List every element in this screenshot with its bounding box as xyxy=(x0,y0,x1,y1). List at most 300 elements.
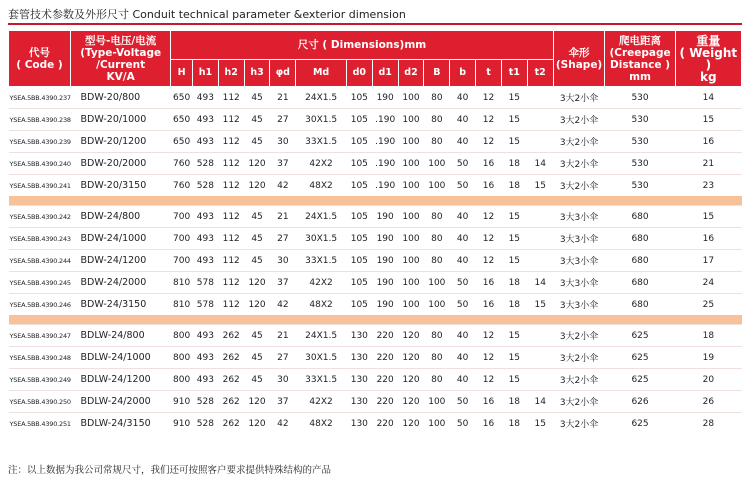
header-dim: t xyxy=(476,60,502,87)
table-cell: 112 xyxy=(218,250,244,272)
table-cell: 650 xyxy=(171,109,193,131)
cell-code: YSEA.5BB.4390.238 xyxy=(9,109,71,131)
table-cell xyxy=(527,369,553,391)
table-cell: 680 xyxy=(605,250,675,272)
table-cell: 37 xyxy=(270,153,296,175)
cell-model: BDW-20/800 xyxy=(71,87,171,109)
header-dim: b xyxy=(450,60,476,87)
table-cell: 112 xyxy=(218,153,244,175)
table-cell: 650 xyxy=(171,87,193,109)
header-dim: φd xyxy=(270,60,296,87)
table-cell: 3大3小伞 xyxy=(553,294,605,316)
cell-model: BDW-20/1000 xyxy=(71,109,171,131)
table-cell: 16 xyxy=(675,131,741,153)
cell-code: YSEA.5BB.4390.245 xyxy=(9,272,71,294)
table-cell: 100 xyxy=(398,294,424,316)
table-cell: 48X2 xyxy=(296,175,347,197)
table-cell: 120 xyxy=(244,272,270,294)
table-cell: 3大2小伞 xyxy=(553,413,605,435)
table-cell: 190 xyxy=(372,250,398,272)
table-cell: 112 xyxy=(218,175,244,197)
table-cell: 100 xyxy=(398,206,424,228)
table-cell: 3大2小伞 xyxy=(553,87,605,109)
table-cell: 130 xyxy=(346,369,372,391)
table-cell: 30X1.5 xyxy=(296,109,347,131)
table-cell: 15 xyxy=(501,206,527,228)
table-cell: 120 xyxy=(244,175,270,197)
table-cell: 130 xyxy=(346,347,372,369)
table-cell: 80 xyxy=(424,369,450,391)
table-cell: 493 xyxy=(192,131,218,153)
table-cell: 24X1.5 xyxy=(296,206,347,228)
table-cell: 625 xyxy=(605,347,675,369)
table-cell: 105 xyxy=(346,294,372,316)
table-cell: 80 xyxy=(424,206,450,228)
header-dim: t2 xyxy=(527,60,553,87)
table-cell: 190 xyxy=(372,87,398,109)
table-cell: 16 xyxy=(476,391,502,413)
table-cell: 12 xyxy=(476,325,502,347)
table-row xyxy=(9,347,742,369)
table-cell: 800 xyxy=(171,347,193,369)
table-cell: 105 xyxy=(346,153,372,175)
table-cell: 40 xyxy=(450,131,476,153)
header-dim: Md xyxy=(296,60,347,87)
table-cell: 18 xyxy=(501,175,527,197)
table-cell xyxy=(527,347,553,369)
table-cell: 45 xyxy=(244,325,270,347)
table-cell: 528 xyxy=(192,153,218,175)
table-cell: 680 xyxy=(605,228,675,250)
table-cell: 3大3小伞 xyxy=(553,206,605,228)
table-cell: 220 xyxy=(372,369,398,391)
table-cell: 530 xyxy=(605,109,675,131)
table-cell: 100 xyxy=(398,109,424,131)
table-cell: 493 xyxy=(192,228,218,250)
table-cell: 578 xyxy=(192,294,218,316)
table-cell: 3大3小伞 xyxy=(553,272,605,294)
table-cell: 112 xyxy=(218,109,244,131)
table-cell: 120 xyxy=(244,391,270,413)
footnote: 注：以上数据为我公司常规尺寸，我们还可按照客户要求提供特殊结构的产品 xyxy=(8,465,332,476)
table-cell: 42X2 xyxy=(296,153,347,175)
table-cell: 190 xyxy=(372,294,398,316)
table-cell: 220 xyxy=(372,413,398,435)
table-cell: 40 xyxy=(450,347,476,369)
table-cell xyxy=(527,131,553,153)
table-cell: 50 xyxy=(450,413,476,435)
header-dim: d2 xyxy=(398,60,424,87)
table-cell: 25 xyxy=(675,294,741,316)
table-cell: 12 xyxy=(476,347,502,369)
table-cell: 12 xyxy=(476,131,502,153)
table-cell: 14 xyxy=(527,153,553,175)
table-cell: 105 xyxy=(346,228,372,250)
table-cell: 30 xyxy=(270,369,296,391)
table-cell: 21 xyxy=(270,325,296,347)
header-code: 代号 ( Code ) xyxy=(9,31,71,87)
table-cell: 680 xyxy=(605,294,675,316)
table-cell: 12 xyxy=(476,369,502,391)
table-cell: 626 xyxy=(605,391,675,413)
table-cell: 12 xyxy=(476,109,502,131)
table-cell: 810 xyxy=(171,272,193,294)
table-cell xyxy=(527,228,553,250)
table-cell: 42 xyxy=(270,413,296,435)
table-cell: 45 xyxy=(244,109,270,131)
table-cell: 16 xyxy=(476,272,502,294)
table-cell: 100 xyxy=(424,391,450,413)
cell-code: YSEA.5BB.4390.240 xyxy=(9,153,71,175)
table-cell: 680 xyxy=(605,272,675,294)
cell-code: YSEA.5BB.4390.237 xyxy=(9,87,71,109)
table-cell: 493 xyxy=(192,369,218,391)
table-cell: 40 xyxy=(450,228,476,250)
table-cell: .190 xyxy=(372,131,398,153)
table-cell: 220 xyxy=(372,347,398,369)
cell-model: BDLW-24/2000 xyxy=(71,391,171,413)
table-cell: 100 xyxy=(424,413,450,435)
table-cell: 112 xyxy=(218,87,244,109)
table-cell: 760 xyxy=(171,153,193,175)
cell-model: BDW-24/800 xyxy=(71,206,171,228)
table-row xyxy=(9,131,742,153)
header-dim: h1 xyxy=(192,60,218,87)
table-cell: 19 xyxy=(675,347,741,369)
table-cell: 50 xyxy=(450,391,476,413)
header-dim: h2 xyxy=(218,60,244,87)
table-cell: 120 xyxy=(398,347,424,369)
table-cell: 16 xyxy=(675,228,741,250)
table-cell: 262 xyxy=(218,413,244,435)
table-cell: 190 xyxy=(372,206,398,228)
table-cell: 14 xyxy=(527,272,553,294)
table-cell: 18 xyxy=(501,413,527,435)
table-cell: 530 xyxy=(605,87,675,109)
cell-model: BDW-24/2000 xyxy=(71,272,171,294)
table-cell: .190 xyxy=(372,109,398,131)
page-title: 套管技术参数及外形尺寸 Conduit technical parameter &exterior dimension xyxy=(8,8,406,21)
table-cell: 3大2小伞 xyxy=(553,131,605,153)
header-dim: d0 xyxy=(346,60,372,87)
table-cell xyxy=(527,87,553,109)
table-cell: 21 xyxy=(270,87,296,109)
table-cell: 493 xyxy=(192,250,218,272)
header-dim: B xyxy=(424,60,450,87)
table-cell: 15 xyxy=(527,175,553,197)
table-cell: 45 xyxy=(244,87,270,109)
table-cell: 17 xyxy=(675,250,741,272)
table-cell: 650 xyxy=(171,131,193,153)
table-row xyxy=(9,206,742,228)
cell-model: BDLW-24/1200 xyxy=(71,369,171,391)
header-dim: t1 xyxy=(501,60,527,87)
table-cell: 578 xyxy=(192,272,218,294)
table-cell: 42 xyxy=(270,294,296,316)
table-cell: 40 xyxy=(450,109,476,131)
table-cell: 262 xyxy=(218,369,244,391)
table-cell: 26 xyxy=(675,391,741,413)
table-cell: 810 xyxy=(171,294,193,316)
table-cell: 262 xyxy=(218,391,244,413)
header-dim: H xyxy=(171,60,193,87)
table-cell: 30X1.5 xyxy=(296,347,347,369)
table-cell: 105 xyxy=(346,109,372,131)
cell-model: BDLW-24/800 xyxy=(71,325,171,347)
table-cell: 12 xyxy=(476,228,502,250)
cell-model: BDW-24/1200 xyxy=(71,250,171,272)
cell-code: YSEA.5BB.4390.250 xyxy=(9,391,71,413)
table-cell: 14 xyxy=(527,391,553,413)
table-cell: 530 xyxy=(605,153,675,175)
table-cell: 100 xyxy=(424,153,450,175)
cell-code: YSEA.5BB.4390.243 xyxy=(9,228,71,250)
cell-code: YSEA.5BB.4390.248 xyxy=(9,347,71,369)
cell-code: YSEA.5BB.4390.241 xyxy=(9,175,71,197)
table-cell: 45 xyxy=(244,206,270,228)
table-cell: 18 xyxy=(501,272,527,294)
table-cell: 45 xyxy=(244,347,270,369)
table-cell: 80 xyxy=(424,347,450,369)
table-cell: 528 xyxy=(192,175,218,197)
table-cell: 800 xyxy=(171,369,193,391)
table-cell: 50 xyxy=(450,272,476,294)
table-cell: 33X1.5 xyxy=(296,369,347,391)
table-cell: 625 xyxy=(605,413,675,435)
cell-code: YSEA.5BB.4390.239 xyxy=(9,131,71,153)
table-cell: 130 xyxy=(346,413,372,435)
cell-code: YSEA.5BB.4390.244 xyxy=(9,250,71,272)
table-cell: 112 xyxy=(218,131,244,153)
table-cell: 12 xyxy=(476,250,502,272)
table-cell: 15 xyxy=(675,109,741,131)
table-cell: 493 xyxy=(192,325,218,347)
table-cell: 220 xyxy=(372,391,398,413)
table-cell: 45 xyxy=(244,131,270,153)
table-cell: 42X2 xyxy=(296,272,347,294)
table-cell: 100 xyxy=(398,175,424,197)
table-cell: 15 xyxy=(527,294,553,316)
table-cell: 3大2小伞 xyxy=(553,325,605,347)
table-cell: 42X2 xyxy=(296,391,347,413)
table-cell: 14 xyxy=(675,87,741,109)
table-cell: 15 xyxy=(527,413,553,435)
table-cell: 40 xyxy=(450,250,476,272)
cell-code: YSEA.5BB.4390.249 xyxy=(9,369,71,391)
table-cell: 40 xyxy=(450,206,476,228)
group-separator xyxy=(9,315,742,325)
table-cell: 130 xyxy=(346,391,372,413)
parameter-table xyxy=(8,30,742,434)
table-cell: 100 xyxy=(398,87,424,109)
table-row xyxy=(9,109,742,131)
table-cell: 48X2 xyxy=(296,413,347,435)
table-cell: 100 xyxy=(398,228,424,250)
table-row xyxy=(9,250,742,272)
table-cell: .190 xyxy=(372,175,398,197)
cell-model: BDW-24/3150 xyxy=(71,294,171,316)
table-cell: 20 xyxy=(675,369,741,391)
header-dim: h3 xyxy=(244,60,270,87)
table-cell: 3大2小伞 xyxy=(553,369,605,391)
table-cell: 15 xyxy=(501,369,527,391)
table-cell: 18 xyxy=(501,153,527,175)
table-cell: 80 xyxy=(424,131,450,153)
table-cell: 45 xyxy=(244,228,270,250)
header-dim: d1 xyxy=(372,60,398,87)
table-cell: 493 xyxy=(192,347,218,369)
table-cell: 16 xyxy=(476,413,502,435)
table-cell: 16 xyxy=(476,175,502,197)
table-cell: 262 xyxy=(218,325,244,347)
table-cell: 112 xyxy=(218,272,244,294)
table-cell: 700 xyxy=(171,228,193,250)
table-row xyxy=(9,391,742,413)
table-cell: 27 xyxy=(270,347,296,369)
table-cell: 40 xyxy=(450,369,476,391)
table-cell: 3大3小伞 xyxy=(553,228,605,250)
table-cell: 12 xyxy=(476,206,502,228)
table-cell: 120 xyxy=(244,153,270,175)
table-row xyxy=(9,228,742,250)
table-cell: 37 xyxy=(270,272,296,294)
table-cell: 112 xyxy=(218,228,244,250)
header-creepage: 爬电距离 (Creepage Distance ) mm xyxy=(605,31,675,87)
table-cell: 700 xyxy=(171,206,193,228)
table-cell: 800 xyxy=(171,325,193,347)
table-cell: 15 xyxy=(501,131,527,153)
table-cell: 3大2小伞 xyxy=(553,153,605,175)
table-cell: 120 xyxy=(398,391,424,413)
table-cell: 760 xyxy=(171,175,193,197)
table-cell: 910 xyxy=(171,413,193,435)
table-cell: 24X1.5 xyxy=(296,325,347,347)
table-cell: 3大2小伞 xyxy=(553,109,605,131)
cell-code: YSEA.5BB.4390.247 xyxy=(9,325,71,347)
table-cell: 530 xyxy=(605,131,675,153)
table-cell: 528 xyxy=(192,413,218,435)
table-cell: 80 xyxy=(424,87,450,109)
table-cell: 16 xyxy=(476,153,502,175)
table-cell: 105 xyxy=(346,250,372,272)
table-cell: 100 xyxy=(424,294,450,316)
table-cell: 100 xyxy=(398,250,424,272)
header-dimensions: 尺寸 ( Dimensions)mm xyxy=(171,31,553,60)
table-cell xyxy=(527,325,553,347)
table-cell: 45 xyxy=(244,250,270,272)
table-cell: 15 xyxy=(501,250,527,272)
table-cell: 16 xyxy=(476,294,502,316)
table-cell: 530 xyxy=(605,175,675,197)
table-cell: 50 xyxy=(450,175,476,197)
table-cell: 30 xyxy=(270,131,296,153)
group-separator xyxy=(9,196,742,206)
table-cell: 30 xyxy=(270,250,296,272)
header-shape: 伞形 (Shape) xyxy=(553,31,605,87)
cell-code: YSEA.5BB.4390.242 xyxy=(9,206,71,228)
table-cell: 40 xyxy=(450,87,476,109)
table-cell xyxy=(527,206,553,228)
table-cell: 23 xyxy=(675,175,741,197)
table-row xyxy=(9,87,742,109)
table-cell: 105 xyxy=(346,175,372,197)
table-cell: 15 xyxy=(501,109,527,131)
table-cell: 625 xyxy=(605,369,675,391)
table-cell: 700 xyxy=(171,250,193,272)
table-cell xyxy=(527,250,553,272)
table-cell: 100 xyxy=(398,131,424,153)
title-rule xyxy=(8,23,742,25)
table-cell: 120 xyxy=(398,413,424,435)
table-cell: 3大2小伞 xyxy=(553,347,605,369)
table-cell: 80 xyxy=(424,228,450,250)
cell-model: BDLW-24/3150 xyxy=(71,413,171,435)
cell-code: YSEA.5BB.4390.246 xyxy=(9,294,71,316)
table-cell: 190 xyxy=(372,228,398,250)
table-cell: 910 xyxy=(171,391,193,413)
table-cell: .190 xyxy=(372,153,398,175)
cell-model: BDW-20/3150 xyxy=(71,175,171,197)
table-cell: 112 xyxy=(218,206,244,228)
table-cell: 100 xyxy=(424,175,450,197)
table-cell: 105 xyxy=(346,87,372,109)
table-cell: 15 xyxy=(675,206,741,228)
table-cell: 493 xyxy=(192,206,218,228)
table-cell: 15 xyxy=(501,87,527,109)
table-cell: 27 xyxy=(270,228,296,250)
header-type: 型号-电压/电流 (Type-Voltage /Current KV/A xyxy=(71,31,171,87)
table-cell: 28 xyxy=(675,413,741,435)
table-cell: 21 xyxy=(675,153,741,175)
table-cell: 120 xyxy=(398,325,424,347)
cell-model: BDW-20/2000 xyxy=(71,153,171,175)
table-cell: 18 xyxy=(675,325,741,347)
table-cell: 112 xyxy=(218,294,244,316)
table-cell xyxy=(527,109,553,131)
table-cell: 15 xyxy=(501,325,527,347)
table-cell: 3大2小伞 xyxy=(553,391,605,413)
table-cell: 493 xyxy=(192,87,218,109)
table-cell: 3大3小伞 xyxy=(553,250,605,272)
header-weight: 重量 ( Weight ) kg xyxy=(675,31,741,87)
table-cell: 21 xyxy=(270,206,296,228)
table-cell: 15 xyxy=(501,347,527,369)
table-cell: 120 xyxy=(244,413,270,435)
table-row xyxy=(9,413,742,435)
table-cell: 42 xyxy=(270,175,296,197)
cell-code: YSEA.5BB.4390.251 xyxy=(9,413,71,435)
table-cell: 190 xyxy=(372,272,398,294)
table-cell: 100 xyxy=(424,272,450,294)
table-cell: 120 xyxy=(398,369,424,391)
table-cell: 18 xyxy=(501,391,527,413)
table-row xyxy=(9,272,742,294)
table-row xyxy=(9,153,742,175)
table-cell: 27 xyxy=(270,109,296,131)
table-row xyxy=(9,325,742,347)
table-cell: 80 xyxy=(424,250,450,272)
table-cell: 33X1.5 xyxy=(296,131,347,153)
table-cell: 120 xyxy=(244,294,270,316)
table-cell: 37 xyxy=(270,391,296,413)
table-cell: 24X1.5 xyxy=(296,87,347,109)
cell-model: BDW-20/1200 xyxy=(71,131,171,153)
table-row xyxy=(9,369,742,391)
table-cell: 80 xyxy=(424,325,450,347)
table-cell: 130 xyxy=(346,325,372,347)
table-cell: 15 xyxy=(501,228,527,250)
table-row xyxy=(9,294,742,316)
